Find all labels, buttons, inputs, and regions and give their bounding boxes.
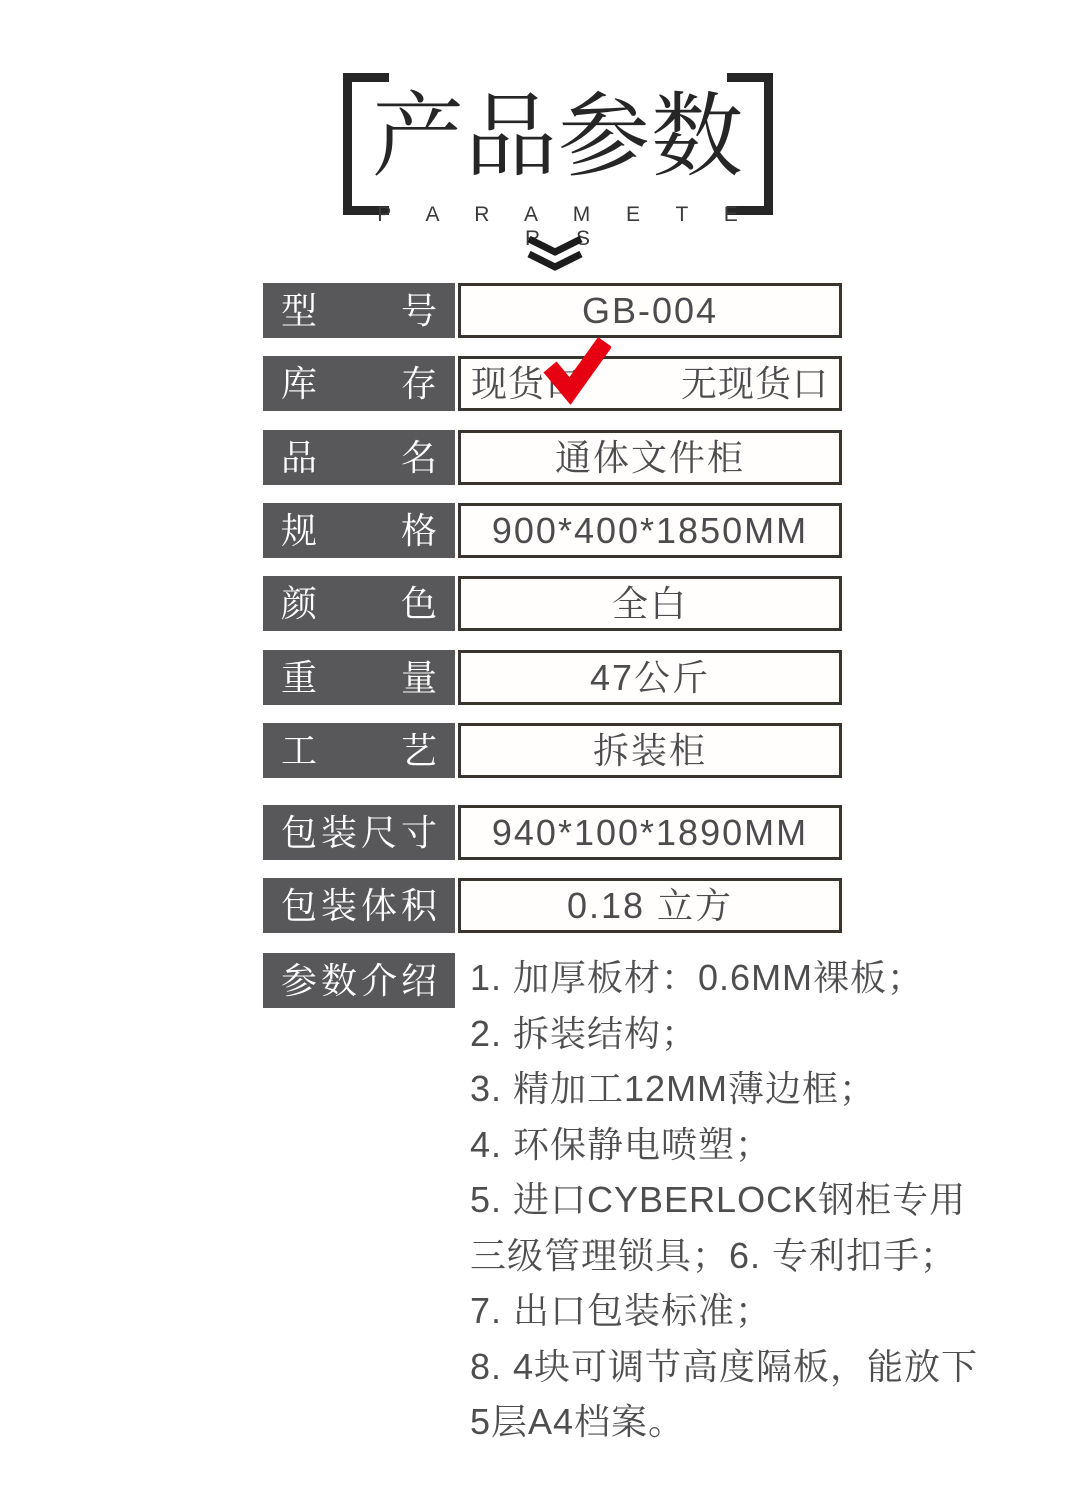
spec-row-name [263, 430, 842, 485]
spec-label: 型号 [263, 283, 455, 338]
details-line: 5层A4档案。 [470, 1401, 686, 1442]
spec-label: 颜色 [263, 576, 455, 631]
details-line: 三级管理锁具；6. 专利扣手； [470, 1234, 958, 1276]
spec-value: 全白 [458, 576, 842, 631]
stock-option-label: 现货口 [471, 363, 583, 404]
double-chevron-down-icon [524, 236, 586, 272]
details-line: 5. 进口CYBERLOCK钢柜专用 [470, 1179, 967, 1220]
details-line: 2. 拆装结构； [470, 1012, 699, 1054]
spec-label: 规格 [263, 503, 455, 558]
spec-row-package-volume [263, 878, 842, 933]
spec-row-craft [263, 723, 842, 778]
spec-details-header [263, 953, 455, 1008]
stock-option-in-stock [471, 359, 582, 408]
spec-value: 47公斤 [458, 650, 842, 705]
details-line: 3. 精加工12MM薄边框； [470, 1068, 877, 1109]
page-title: 产品参数 [371, 86, 744, 188]
spec-label: 包装尺寸 [263, 805, 455, 860]
spec-details-list [470, 950, 979, 1450]
spec-value: GB-004 [458, 283, 842, 338]
spec-label: 参数介绍 [263, 953, 455, 1008]
spec-value: 940*100*1890MM [458, 805, 842, 860]
stock-option-label: 无现货口 [680, 363, 829, 404]
stock-option-out-of-stock [681, 359, 829, 408]
spec-row-size [263, 503, 842, 558]
spec-label: 品名 [263, 430, 455, 485]
section-title [343, 73, 773, 250]
spec-row-weight [263, 650, 842, 705]
spec-row-stock [263, 356, 842, 411]
spec-label: 包装体积 [263, 878, 455, 933]
details-line: 4. 环保静电喷塑； [470, 1123, 773, 1165]
spec-row-model [263, 283, 842, 338]
details-line: 1. 加厚板材：0.6MM裸板； [470, 957, 925, 998]
spec-label: 工艺 [263, 723, 455, 778]
spec-label: 重量 [263, 650, 455, 705]
spec-row-package-size [263, 805, 842, 860]
page-subtitle: P A R A M E T E R S [377, 203, 753, 250]
spec-row-color [263, 576, 842, 631]
spec-value: 900*400*1850MM [458, 503, 842, 558]
spec-value-stock [458, 356, 842, 411]
details-line: 8. 4块可调节高度隔板，能放下 [470, 1345, 979, 1387]
spec-value: 通体文件柜 [458, 430, 842, 485]
spec-label: 库存 [263, 356, 455, 411]
details-line: 7. 出口包装标准； [470, 1290, 773, 1331]
spec-value: 拆装柜 [458, 723, 842, 778]
spec-value: 0.18 立方 [458, 878, 842, 933]
